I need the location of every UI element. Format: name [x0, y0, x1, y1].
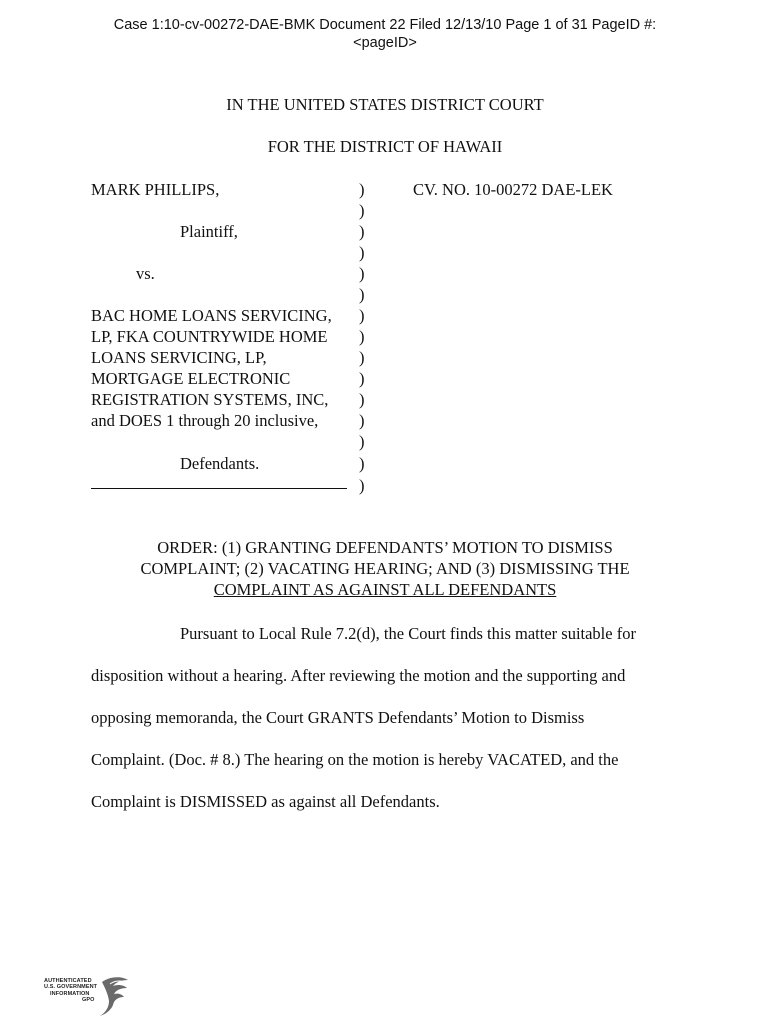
defendant-line-5: REGISTRATION SYSTEMS, INC, [91, 390, 329, 409]
gpo-seal-text: INFORMATION [50, 990, 90, 997]
caption-paren: ) [359, 243, 365, 262]
eagle-icon [96, 974, 134, 1018]
case-header: Case 1:10-cv-00272-DAE-BMK Document 22 Filed 12/13/10 Page 1 of 31 PageID #: [113, 17, 657, 33]
versus-label: vs. [136, 264, 155, 283]
court-district: FOR THE DISTRICT OF HAWAII [267, 137, 503, 156]
plaintiff-label: Plaintiff, [180, 222, 238, 241]
caption-paren: ) [359, 369, 365, 388]
defendant-line-3: LOANS SERVICING, LP, [91, 348, 267, 367]
gpo-seal-text: GPO [82, 997, 95, 1004]
caption-paren: ) [359, 201, 365, 220]
caption-paren: ) [359, 222, 365, 241]
caption-paren: ) [359, 411, 365, 430]
gpo-seal-text: AUTHENTICATED [44, 978, 92, 984]
caption-paren: ) [359, 476, 365, 495]
gpo-authentication-seal [44, 972, 134, 1018]
gpo-seal-text: U.S. GOVERNMENT [44, 984, 98, 991]
defendant-line-6: and DOES 1 through 20 inclusive, [91, 411, 319, 430]
page-id-placeholder: <pageID> [353, 35, 417, 51]
order-title-line-1: ORDER: (1) GRANTING DEFENDANTS’ MOTION TO DISMISS [157, 538, 613, 557]
body-line-4: Complaint. (Doc. # 8.) The hearing on the motion is hereby VACATED, and the [91, 750, 619, 769]
defendant-line-1: BAC HOME LOANS SERVICING, [91, 306, 332, 325]
caption-paren: ) [359, 390, 365, 409]
caption-paren: ) [359, 306, 365, 325]
caption-rule [91, 488, 347, 489]
defendant-line-4: MORTGAGE ELECTRONIC [91, 369, 291, 388]
caption-paren: ) [359, 285, 365, 304]
caption-paren: ) [359, 348, 365, 367]
body-line-5: Complaint is DISMISSED as against all Defendants. [91, 792, 440, 811]
caption-paren: ) [359, 327, 365, 346]
order-title-line-3: COMPLAINT AS AGAINST ALL DEFENDANTS [213, 580, 557, 599]
court-title: IN THE UNITED STATES DISTRICT COURT [226, 95, 544, 114]
body-line-3: opposing memoranda, the Court GRANTS Defendants’ Motion to Dismiss [91, 708, 585, 727]
plaintiff-name: MARK PHILLIPS, [91, 180, 220, 199]
body-line-1: Pursuant to Local Rule 7.2(d), the Court finds this matter suitable for [180, 624, 636, 643]
defendant-line-2: LP, FKA COUNTRYWIDE HOME [91, 327, 328, 346]
caption-paren: ) [359, 432, 365, 451]
body-line-2: disposition without a hearing. After reviewing the motion and the supporting and [91, 666, 626, 685]
caption-paren: ) [359, 264, 365, 283]
order-title-line-2: COMPLAINT; (2) VACATING HEARING; AND (3) DISMISSING THE [140, 559, 630, 578]
case-number: CV. NO. 10-00272 DAE-LEK [413, 180, 613, 199]
caption-paren: ) [359, 180, 365, 199]
caption-paren: ) [359, 454, 365, 473]
defendants-label: Defendants. [180, 454, 260, 473]
